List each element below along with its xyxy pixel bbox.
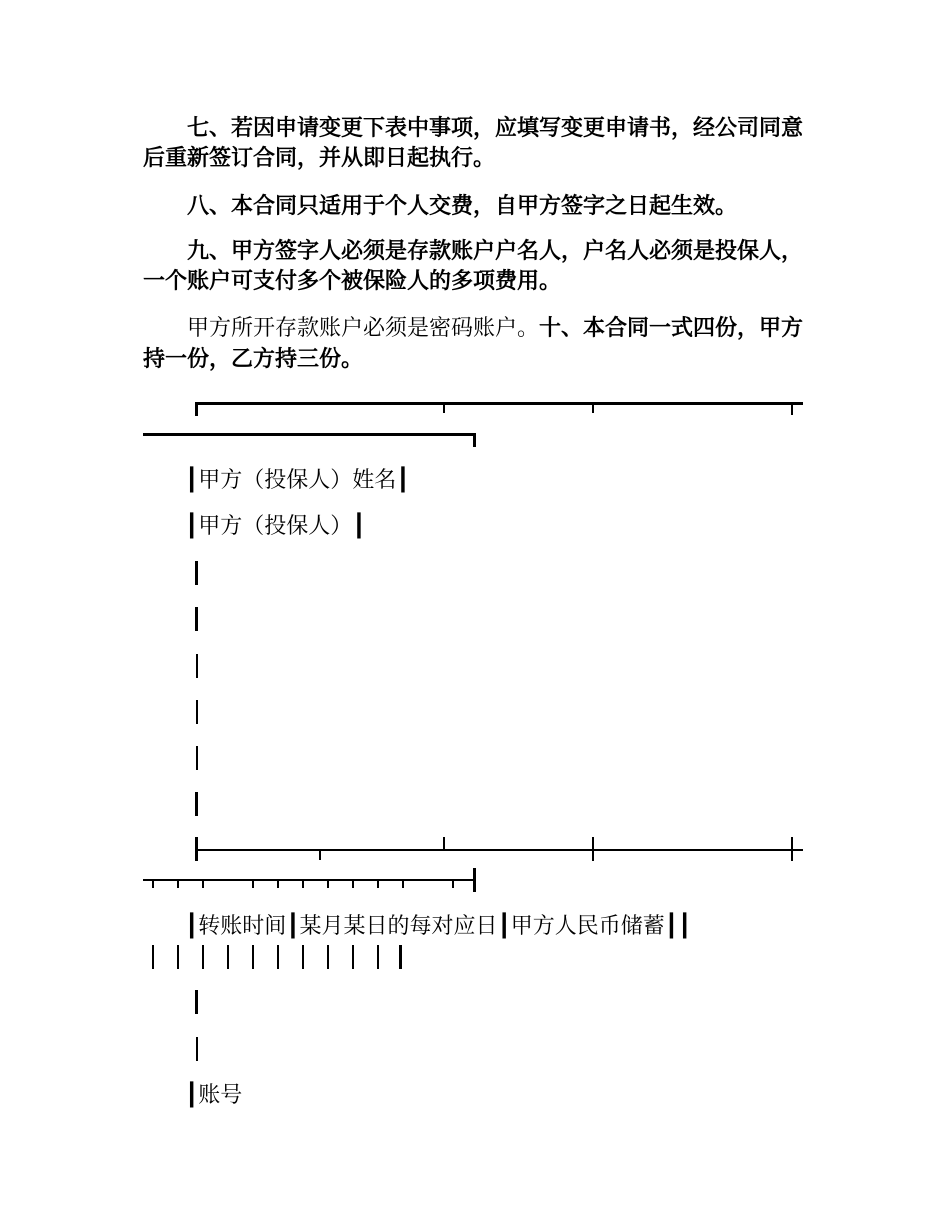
clause-seven: 七、若因申请变更下表中事项，应填写变更申请书，经公司同意后重新签订合同，并从即日起执行。	[143, 115, 804, 171]
table-row-name: ┃甲方（投保人）姓名┃	[185, 468, 410, 493]
clause-nine: 九、甲方签字人必须是存款账户户名人，户名人必须是投保人，一个账户可支付多个被保险人的多项费用。	[143, 238, 804, 294]
clause-eight: 八、本合同只适用于个人交费，自甲方签字之日起生效。	[187, 193, 738, 219]
table-row-account: ┃账号	[185, 1083, 243, 1108]
clause-ten-bold: 十、本合同一式四份，甲方持一份，乙方持三份。	[143, 315, 804, 372]
clause-ten	[143, 313, 823, 374]
clause-ten-plain: 甲方所开存款账户必须是密码账户。	[187, 316, 540, 341]
table-row-party: ┃甲方（投保人）┃	[185, 514, 366, 539]
table-row-transfer: ┃转账时间┃某月某日的每对应日┃甲方人民币储蓄┃┃	[185, 914, 692, 939]
